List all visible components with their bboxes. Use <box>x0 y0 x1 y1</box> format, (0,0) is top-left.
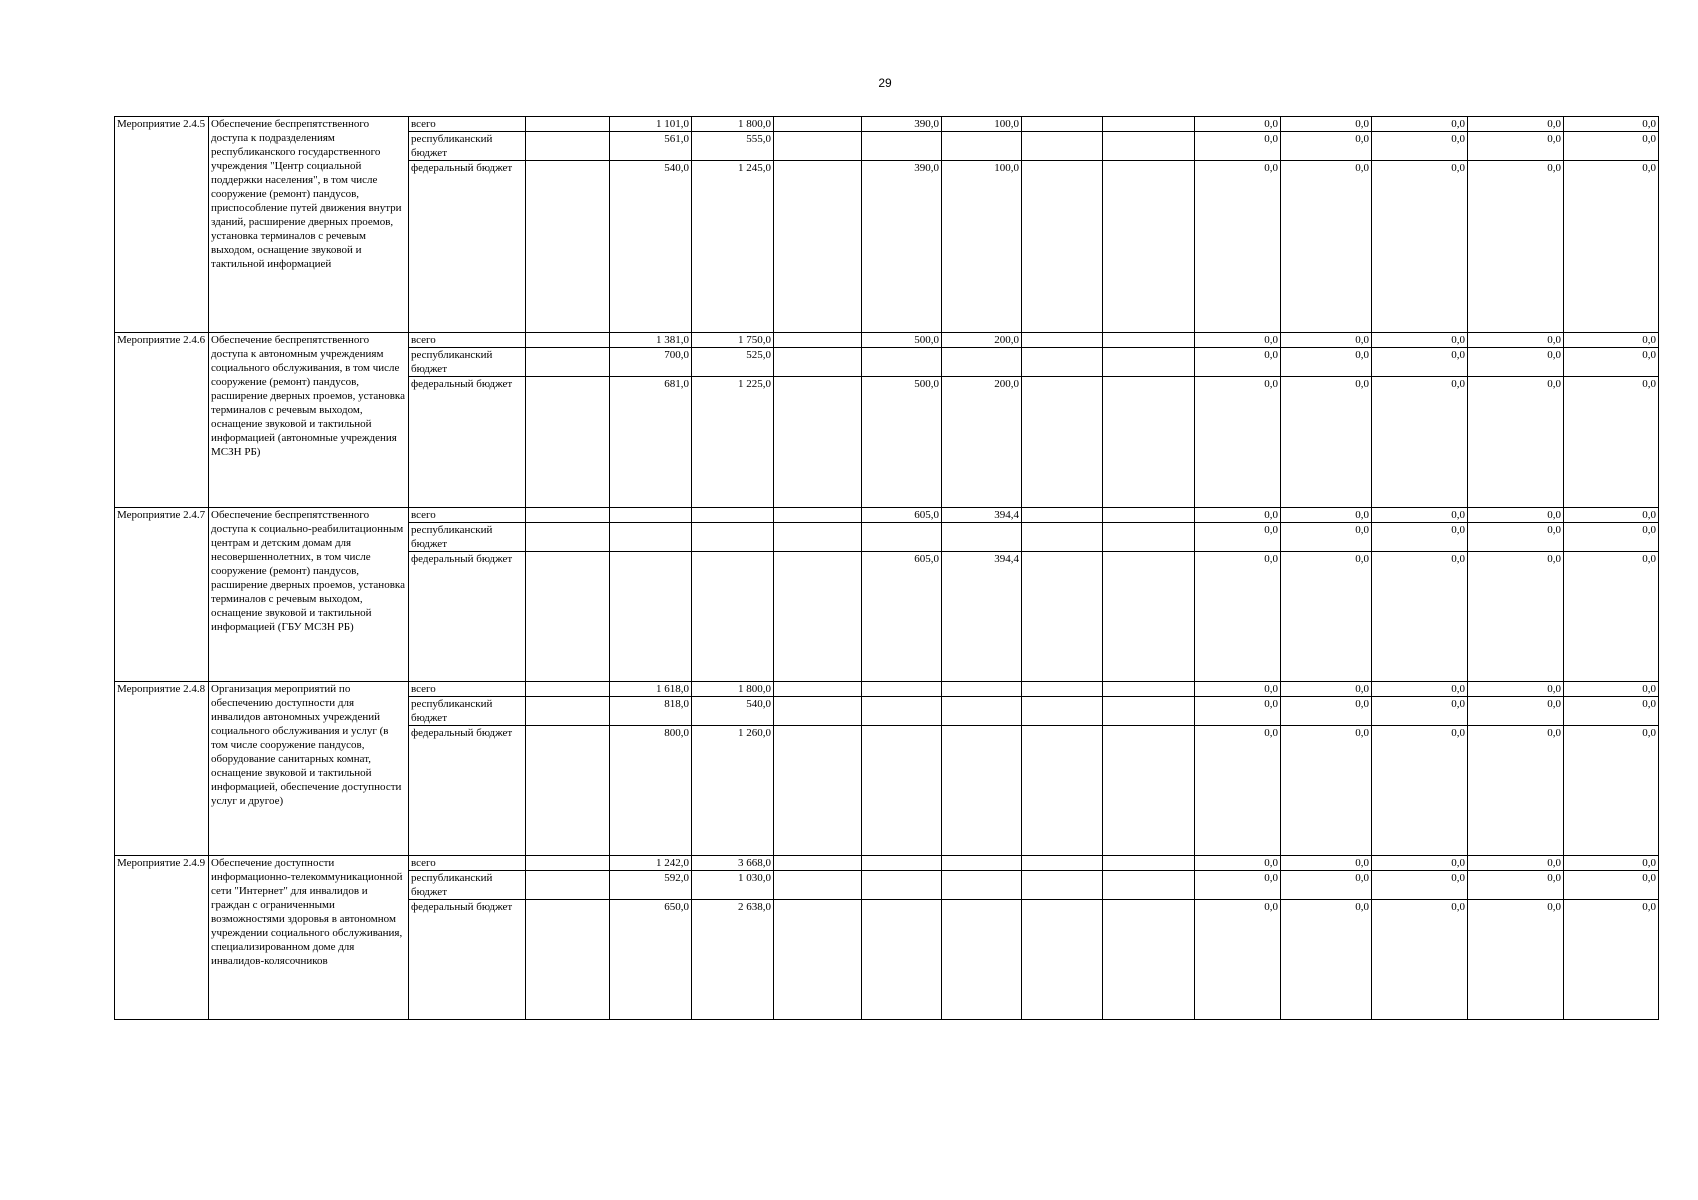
amount-cell: 650,0 <box>610 900 692 1020</box>
amount-cell <box>526 871 610 900</box>
amount-cell: 390,0 <box>862 117 942 132</box>
amount-cell: 540,0 <box>692 697 774 726</box>
amount-cell <box>1022 132 1103 161</box>
amount-cell <box>862 856 942 871</box>
amount-cell <box>774 508 862 523</box>
amount-cell: 0,0 <box>1468 377 1564 508</box>
amount-cell <box>1022 523 1103 552</box>
amount-cell: 0,0 <box>1468 856 1564 871</box>
amount-cell: 0,0 <box>1468 333 1564 348</box>
amount-cell: 0,0 <box>1468 348 1564 377</box>
amount-cell <box>526 697 610 726</box>
amount-cell: 1 242,0 <box>610 856 692 871</box>
amount-cell <box>1103 117 1195 132</box>
measure-description-cell: Обеспечение беспрепятственного доступа к автономным учреждениям социального обслуживания, в том числе сооружение (ремонт) пандусов, расширение дверных проемов, установка терминалов с речевым выходом, оснащение звуковой и тактильной информацией (автономные учреждения МСЗН РБ) <box>209 333 409 508</box>
amount-cell: 681,0 <box>610 377 692 508</box>
amount-cell <box>692 552 774 682</box>
amount-cell: 0,0 <box>1195 333 1281 348</box>
amount-cell: 3 668,0 <box>692 856 774 871</box>
amount-cell <box>774 682 862 697</box>
funding-source-cell: всего <box>409 856 526 871</box>
funding-source-cell: федеральный бюджет <box>409 726 526 856</box>
measure-id-cell: Мероприятие 2.4.7 <box>115 508 209 682</box>
amount-cell <box>1103 552 1195 682</box>
measure-id-cell: Мероприятие 2.4.8 <box>115 682 209 856</box>
amount-cell: 0,0 <box>1468 552 1564 682</box>
amount-cell <box>526 900 610 1020</box>
amount-cell: 0,0 <box>1372 523 1468 552</box>
amount-cell <box>610 523 692 552</box>
amount-cell: 0,0 <box>1281 508 1372 523</box>
amount-cell <box>774 726 862 856</box>
amount-cell: 0,0 <box>1468 161 1564 333</box>
table-row <box>115 682 1659 697</box>
amount-cell: 0,0 <box>1281 871 1372 900</box>
funding-source-cell: федеральный бюджет <box>409 161 526 333</box>
amount-cell <box>526 508 610 523</box>
amount-cell <box>1022 900 1103 1020</box>
amount-cell: 0,0 <box>1281 117 1372 132</box>
amount-cell <box>774 900 862 1020</box>
amount-cell <box>526 682 610 697</box>
amount-cell <box>1103 726 1195 856</box>
amount-cell: 0,0 <box>1468 697 1564 726</box>
funding-source-cell: всего <box>409 117 526 132</box>
amount-cell: 0,0 <box>1372 348 1468 377</box>
amount-cell <box>942 856 1022 871</box>
measure-id-cell: Мероприятие 2.4.9 <box>115 856 209 1020</box>
amount-cell <box>1022 333 1103 348</box>
amount-cell: 0,0 <box>1468 682 1564 697</box>
funding-source-cell: всего <box>409 333 526 348</box>
amount-cell <box>692 523 774 552</box>
amount-cell <box>526 161 610 333</box>
amount-cell: 0,0 <box>1468 523 1564 552</box>
amount-cell <box>526 726 610 856</box>
amount-cell: 0,0 <box>1281 161 1372 333</box>
amount-cell: 0,0 <box>1564 900 1659 1020</box>
amount-cell <box>1022 697 1103 726</box>
amount-cell: 0,0 <box>1564 523 1659 552</box>
amount-cell: 100,0 <box>942 117 1022 132</box>
amount-cell: 0,0 <box>1195 508 1281 523</box>
amount-cell: 540,0 <box>610 161 692 333</box>
amount-cell: 1 800,0 <box>692 117 774 132</box>
amount-cell <box>1103 523 1195 552</box>
table-row <box>115 856 1659 871</box>
amount-cell: 605,0 <box>862 508 942 523</box>
amount-cell: 1 101,0 <box>610 117 692 132</box>
amount-cell: 0,0 <box>1372 552 1468 682</box>
amount-cell <box>1022 348 1103 377</box>
amount-cell: 0,0 <box>1281 333 1372 348</box>
amount-cell <box>1103 900 1195 1020</box>
funding-source-cell: федеральный бюджет <box>409 377 526 508</box>
amount-cell: 0,0 <box>1564 132 1659 161</box>
amount-cell: 0,0 <box>1195 726 1281 856</box>
amount-cell <box>942 348 1022 377</box>
amount-cell: 0,0 <box>1564 348 1659 377</box>
amount-cell: 0,0 <box>1468 508 1564 523</box>
measure-description-cell: Обеспечение доступности информационно-телекоммуникационной сети "Интернет" для инвалидов и граждан с ограниченными возможностями здоровья в автономном учреждении социального обслуживания, специализированном доме для инвалидов-колясочников <box>209 856 409 1020</box>
amount-cell: 0,0 <box>1372 508 1468 523</box>
amount-cell: 2 638,0 <box>692 900 774 1020</box>
amount-cell <box>692 508 774 523</box>
amount-cell <box>942 132 1022 161</box>
amount-cell: 390,0 <box>862 161 942 333</box>
amount-cell <box>774 523 862 552</box>
amount-cell <box>1103 871 1195 900</box>
amount-cell <box>774 552 862 682</box>
amount-cell: 1 225,0 <box>692 377 774 508</box>
amount-cell: 0,0 <box>1372 161 1468 333</box>
amount-cell: 0,0 <box>1195 161 1281 333</box>
amount-cell <box>1103 161 1195 333</box>
amount-cell: 0,0 <box>1372 900 1468 1020</box>
amount-cell: 0,0 <box>1372 682 1468 697</box>
amount-cell: 500,0 <box>862 333 942 348</box>
amount-cell: 0,0 <box>1195 132 1281 161</box>
amount-cell <box>526 377 610 508</box>
amount-cell <box>526 552 610 682</box>
amount-cell <box>1103 682 1195 697</box>
amount-cell: 1 260,0 <box>692 726 774 856</box>
measure-description-cell: Организация мероприятий по обеспечению доступности для инвалидов автономных учреждений социального обслуживания и услуг (в том числе сооружение пандусов, оборудование санитарных комнат, оснащение звуковой и тактильной информацией, обеспечение доступности услуг и другое) <box>209 682 409 856</box>
amount-cell <box>774 856 862 871</box>
amount-cell: 0,0 <box>1195 348 1281 377</box>
amount-cell: 0,0 <box>1281 697 1372 726</box>
amount-cell <box>774 161 862 333</box>
funding-source-cell: республиканский бюджет <box>409 871 526 900</box>
amount-cell <box>526 117 610 132</box>
amount-cell <box>942 871 1022 900</box>
table-row <box>115 333 1659 348</box>
amount-cell: 0,0 <box>1281 552 1372 682</box>
amount-cell: 0,0 <box>1468 117 1564 132</box>
amount-cell: 0,0 <box>1564 377 1659 508</box>
amount-cell <box>862 132 942 161</box>
amount-cell <box>862 900 942 1020</box>
amount-cell: 0,0 <box>1564 682 1659 697</box>
amount-cell: 200,0 <box>942 333 1022 348</box>
funding-source-cell: федеральный бюджет <box>409 900 526 1020</box>
amount-cell: 0,0 <box>1281 523 1372 552</box>
amount-cell: 800,0 <box>610 726 692 856</box>
amount-cell <box>526 132 610 161</box>
measure-description-cell: Обеспечение беспрепятственного доступа к подразделениям республиканского государственного учреждения "Центр социальной поддержки населения", в том числе сооружение (ремонт) пандусов, приспособление путей движения внутри зданий, расширение дверных проемов, установка терминалов с речевым выходом, оснащение звуковой и тактильной информацией <box>209 117 409 333</box>
funding-source-cell: республиканский бюджет <box>409 697 526 726</box>
amount-cell <box>942 900 1022 1020</box>
amount-cell <box>1103 348 1195 377</box>
amount-cell: 0,0 <box>1195 377 1281 508</box>
amount-cell: 0,0 <box>1372 871 1468 900</box>
amount-cell <box>1103 856 1195 871</box>
amount-cell: 0,0 <box>1564 871 1659 900</box>
amount-cell: 394,4 <box>942 508 1022 523</box>
budget-table <box>114 116 1659 1020</box>
amount-cell <box>942 682 1022 697</box>
amount-cell <box>1022 856 1103 871</box>
amount-cell <box>942 523 1022 552</box>
amount-cell: 0,0 <box>1195 871 1281 900</box>
funding-source-cell: республиканский бюджет <box>409 132 526 161</box>
amount-cell: 0,0 <box>1468 132 1564 161</box>
amount-cell <box>774 871 862 900</box>
amount-cell: 0,0 <box>1372 697 1468 726</box>
amount-cell: 500,0 <box>862 377 942 508</box>
amount-cell: 0,0 <box>1564 856 1659 871</box>
amount-cell: 0,0 <box>1564 508 1659 523</box>
amount-cell <box>1022 726 1103 856</box>
funding-source-cell: республиканский бюджет <box>409 523 526 552</box>
amount-cell: 0,0 <box>1281 900 1372 1020</box>
amount-cell <box>1022 871 1103 900</box>
funding-source-cell: федеральный бюджет <box>409 552 526 682</box>
amount-cell <box>1022 161 1103 333</box>
amount-cell: 200,0 <box>942 377 1022 508</box>
amount-cell <box>774 132 862 161</box>
amount-cell: 0,0 <box>1195 682 1281 697</box>
amount-cell <box>1022 682 1103 697</box>
table-row <box>115 508 1659 523</box>
amount-cell: 0,0 <box>1468 726 1564 856</box>
funding-source-cell: всего <box>409 682 526 697</box>
amount-cell: 0,0 <box>1564 117 1659 132</box>
amount-cell: 0,0 <box>1281 856 1372 871</box>
amount-cell: 0,0 <box>1564 697 1659 726</box>
amount-cell <box>526 333 610 348</box>
amount-cell <box>1103 333 1195 348</box>
amount-cell: 394,4 <box>942 552 1022 682</box>
amount-cell: 0,0 <box>1195 523 1281 552</box>
amount-cell <box>942 726 1022 856</box>
amount-cell <box>526 348 610 377</box>
amount-cell: 0,0 <box>1195 697 1281 726</box>
amount-cell <box>1103 132 1195 161</box>
amount-cell: 0,0 <box>1372 117 1468 132</box>
amount-cell: 0,0 <box>1281 377 1372 508</box>
amount-cell: 0,0 <box>1372 377 1468 508</box>
amount-cell <box>774 117 862 132</box>
amount-cell: 525,0 <box>692 348 774 377</box>
amount-cell: 1 750,0 <box>692 333 774 348</box>
amount-cell: 0,0 <box>1195 117 1281 132</box>
amount-cell <box>862 348 942 377</box>
amount-cell <box>610 508 692 523</box>
amount-cell: 0,0 <box>1195 900 1281 1020</box>
amount-cell <box>526 523 610 552</box>
amount-cell <box>774 348 862 377</box>
amount-cell <box>862 726 942 856</box>
amount-cell <box>1103 377 1195 508</box>
amount-cell: 0,0 <box>1281 348 1372 377</box>
amount-cell: 0,0 <box>1564 726 1659 856</box>
amount-cell <box>774 697 862 726</box>
amount-cell <box>1022 117 1103 132</box>
amount-cell: 0,0 <box>1195 856 1281 871</box>
amount-cell: 0,0 <box>1281 682 1372 697</box>
amount-cell <box>1022 508 1103 523</box>
amount-cell: 818,0 <box>610 697 692 726</box>
amount-cell: 555,0 <box>692 132 774 161</box>
amount-cell <box>610 552 692 682</box>
amount-cell: 0,0 <box>1372 132 1468 161</box>
amount-cell <box>1103 508 1195 523</box>
amount-cell: 0,0 <box>1468 871 1564 900</box>
amount-cell: 592,0 <box>610 871 692 900</box>
amount-cell <box>526 856 610 871</box>
amount-cell: 561,0 <box>610 132 692 161</box>
page-number: 29 <box>878 76 892 90</box>
amount-cell: 0,0 <box>1372 856 1468 871</box>
amount-cell: 100,0 <box>942 161 1022 333</box>
amount-cell: 0,0 <box>1195 552 1281 682</box>
amount-cell: 0,0 <box>1468 900 1564 1020</box>
amount-cell: 1 800,0 <box>692 682 774 697</box>
amount-cell: 1 381,0 <box>610 333 692 348</box>
amount-cell <box>862 697 942 726</box>
amount-cell <box>862 682 942 697</box>
amount-cell: 0,0 <box>1564 333 1659 348</box>
amount-cell: 0,0 <box>1281 132 1372 161</box>
amount-cell <box>1022 377 1103 508</box>
table-row <box>115 117 1659 132</box>
amount-cell: 1 245,0 <box>692 161 774 333</box>
amount-cell: 700,0 <box>610 348 692 377</box>
funding-source-cell: республиканский бюджет <box>409 348 526 377</box>
amount-cell <box>862 871 942 900</box>
amount-cell: 0,0 <box>1281 726 1372 856</box>
amount-cell <box>774 333 862 348</box>
funding-source-cell: всего <box>409 508 526 523</box>
amount-cell <box>774 377 862 508</box>
amount-cell <box>942 697 1022 726</box>
amount-cell <box>1103 697 1195 726</box>
amount-cell: 605,0 <box>862 552 942 682</box>
measure-id-cell: Мероприятие 2.4.6 <box>115 333 209 508</box>
amount-cell: 1 618,0 <box>610 682 692 697</box>
amount-cell: 0,0 <box>1372 333 1468 348</box>
measure-id-cell: Мероприятие 2.4.5 <box>115 117 209 333</box>
amount-cell: 0,0 <box>1564 552 1659 682</box>
amount-cell: 1 030,0 <box>692 871 774 900</box>
amount-cell <box>862 523 942 552</box>
measure-description-cell: Обеспечение беспрепятственного доступа к социально-реабилитационным центрам и детским домам для несовершеннолетних, в том числе сооружение (ремонт) пандусов, расширение дверных проемов, установка терминалов с речевым выходом, оснащение звуковой и тактильной информацией (ГБУ МСЗН РБ) <box>209 508 409 682</box>
amount-cell: 0,0 <box>1372 726 1468 856</box>
amount-cell <box>1022 552 1103 682</box>
amount-cell: 0,0 <box>1564 161 1659 333</box>
